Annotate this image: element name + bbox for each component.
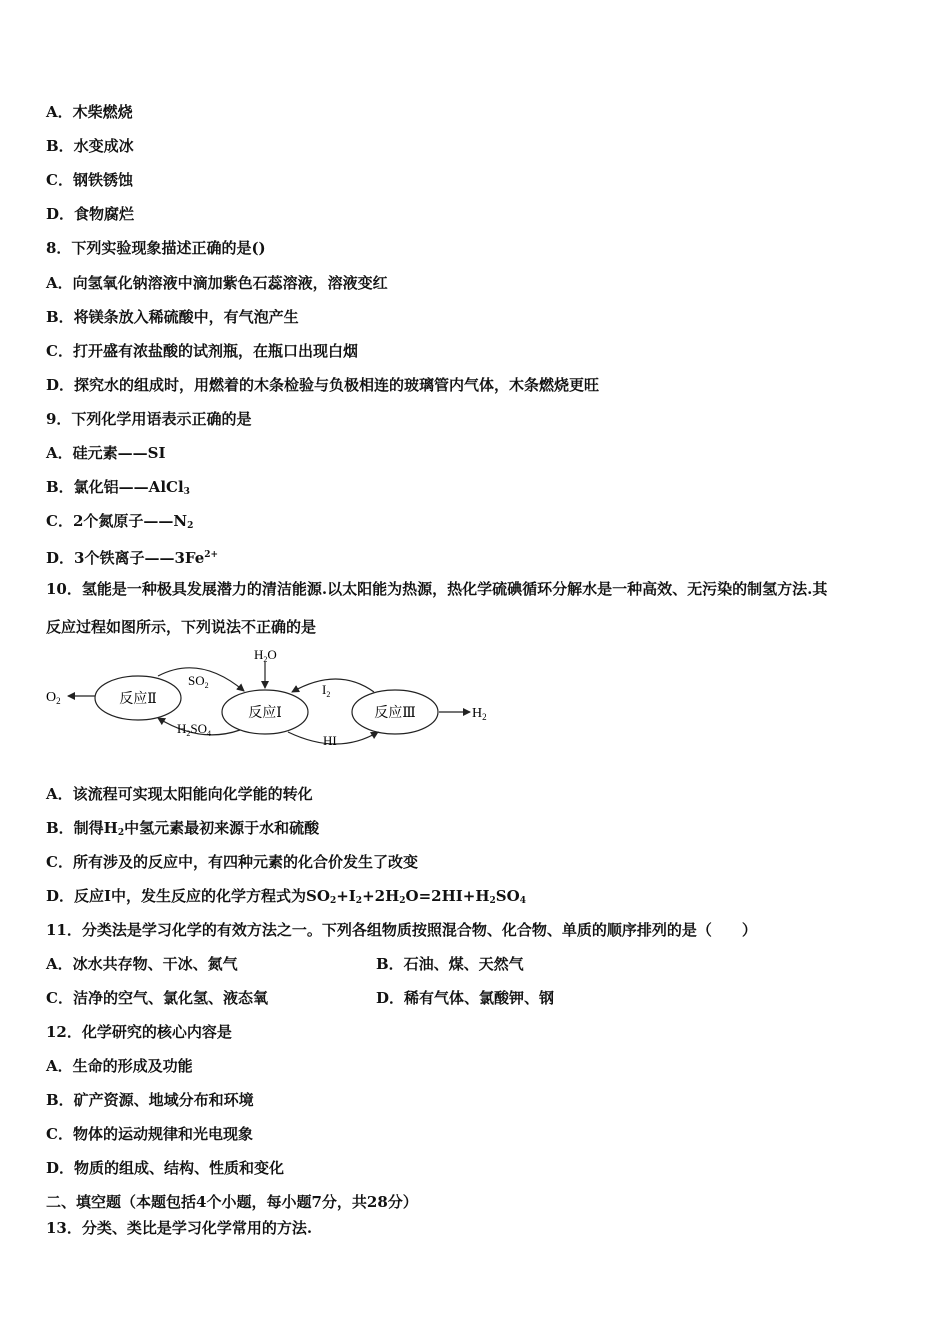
q8-stem: 8．下列实验现象描述正确的是() bbox=[46, 239, 266, 257]
q7-option-d: D．食物腐烂 bbox=[46, 205, 135, 223]
q8-option-b: B．将镁条放入稀硫酸中，有气泡产生 bbox=[46, 308, 299, 326]
q11-stem: 11．分类法是学习化学的有效方法之一。下列各组物质按照混合物、化合物、单质的顺序排列的是（ ） bbox=[46, 921, 757, 939]
q11-option-b: B．石油、煤、天然气 bbox=[376, 955, 524, 973]
q12-option-b: B．矿产资源、地域分布和环境 bbox=[46, 1091, 254, 1109]
q9-option-a: A．硅元素——SI bbox=[46, 444, 166, 462]
q7-option-b: B．水变成冰 bbox=[46, 137, 134, 155]
q11-option-c: C．洁净的空气、氯化氢、液态氧 bbox=[46, 989, 268, 1007]
q10-option-a: A．该流程可实现太阳能向化学能的转化 bbox=[46, 785, 313, 803]
q10-stem-line2: 反应过程如图所示，下列说法不正确的是 bbox=[46, 618, 317, 636]
q11-option-a: A．冰水共存物、干冰、氮气 bbox=[46, 955, 238, 973]
i2-label: $I_2$ bbox=[322, 682, 331, 699]
hi-label: HI bbox=[323, 733, 337, 748]
q12-option-c: C．物体的运动规律和光电现象 bbox=[46, 1125, 253, 1143]
q9-option-d: D．3个铁离子$——3Fe^{2+}$ bbox=[46, 549, 219, 567]
h2o-label: $H_2O$ bbox=[254, 647, 277, 664]
reaction-2-label: 反应Ⅱ bbox=[119, 692, 157, 707]
q8-option-a: A．向氢氧化钠溶液中滴加紫色石蕊溶液，溶液变红 bbox=[46, 274, 388, 292]
q12-option-d: D．物质的组成、结构、性质和变化 bbox=[46, 1159, 285, 1177]
h2so4-label: $H_2SO_4$ bbox=[177, 721, 212, 738]
q7-option-a: A．木柴燃烧 bbox=[46, 103, 133, 121]
reaction-3-label: 反应Ⅲ bbox=[374, 706, 416, 721]
i2-arc bbox=[292, 679, 374, 692]
so2-label: $SO_2$ bbox=[188, 673, 209, 690]
q10-option-d: D．反应I中，发生反应的化学方程式为$SO_2+I_2+2H_2O=2HI+H_2SO_4$ bbox=[46, 887, 526, 906]
reaction-1-label: 反应Ⅰ bbox=[248, 706, 282, 721]
o2-label: $O_2$ bbox=[46, 690, 61, 706]
q9-option-b: B．氯化铝——AlCl$_3$ bbox=[46, 478, 190, 497]
section2-title: 二、填空题（本题包括4个小题，每小题7分，共28分） bbox=[46, 1193, 418, 1211]
q12-option-a: A．生命的形成及功能 bbox=[46, 1057, 193, 1075]
h2-label: $H_2$ bbox=[472, 706, 487, 722]
q10-stem-line1: 10．氢能是一种极具发展潜力的清洁能源.以太阳能为热源，热化学硫碘循环分解水是一种高效、无污染的制氢方法.其 bbox=[46, 580, 828, 598]
q13-stem: 13．分类、类比是学习化学常用的方法. bbox=[46, 1219, 313, 1237]
reaction-cycle-diagram bbox=[40, 642, 510, 760]
q8-option-d: D．探究水的组成时，用燃着的木条检验与负极相连的玻璃管内气体，木条燃烧更旺 bbox=[46, 376, 600, 394]
q11-option-d: D．稀有气体、氯酸钾、钢 bbox=[376, 989, 555, 1007]
q10-option-c: C．所有涉及的反应中，有四种元素的化合价发生了改变 bbox=[46, 853, 418, 871]
q12-stem: 12．化学研究的核心内容是 bbox=[46, 1023, 232, 1041]
q10-option-b: B．制得$H_2$中氢元素最初来源于水和硫酸 bbox=[46, 819, 320, 838]
q8-option-c: C．打开盛有浓盐酸的试剂瓶，在瓶口出现白烟 bbox=[46, 342, 358, 360]
q7-option-c: C．钢铁锈蚀 bbox=[46, 171, 133, 189]
q9-option-c: C．2个氮原子$——N_2$ bbox=[46, 512, 194, 531]
q9-stem: 9．下列化学用语表示正确的是 bbox=[46, 410, 252, 428]
